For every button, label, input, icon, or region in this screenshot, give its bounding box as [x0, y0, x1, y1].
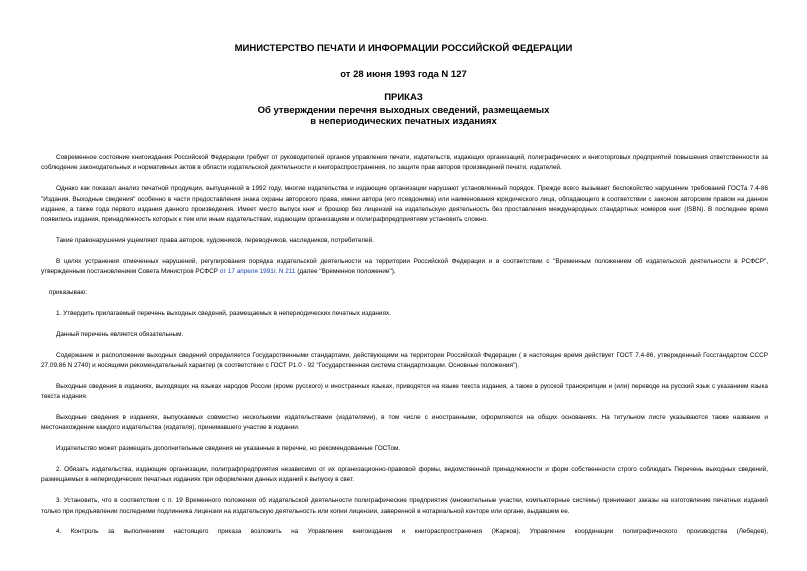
paragraph-item-4: 4. Контроль за выполнением настоящего приказа возложить на Управление книгоиздания и книгораспространения (Жарков), Управление координации полиграфического производства (Лебедев),	[56, 528, 768, 536]
document-body	[41, 153, 768, 538]
paragraph-languages: Выходные сведения в изданиях, выходящих на языках народов России (кроме русского) и иностранных языках, приводятся на языке текста издания, а также в русской транскрипции и (или) переводе на русский язык с указанием языка текста издания.	[41, 382, 768, 401]
paragraph-violations: Однако как показал анализ печатной продукции, выпущенной в 1992 году, многие издательства и издающие организации нарушают установленный порядок. Прежде всего вызывает беспокойство нарушение требований ГОСТа 7.4-86 "Издания. Выходные сведения" особенно в части предоставления знака охраны авторского права, имени автора (его псевдонима) или наименования юридического лица, обладающего в соответствии с законом авторским правом на данное издание, а также года первого издания данного произведения. Имеет место выпуск книг и брошюр без лицензий на издательскую деятельность без проставления международных стандартных номеров книг (ISBN). В последнее время появились издания, принадлежность которых к тем или иным издательствам, издающим организациям и полиграфпредприятиям установить сложно.	[41, 185, 768, 224]
order-date-number: от 28 июня 1993 года N 127	[340, 69, 467, 80]
paragraph-purpose	[41, 257, 768, 278]
document-type: ПРИКАЗ	[384, 92, 423, 103]
paragraph-item-3: 3. Установить, что в соответствии с п. 19 Временного положения об издательской деятельности полиграфические предприятия (множительные участки, компьютерные системы) принимают заказы на изготовление печатных изданий только при предъявлении последними подлинника лицензии на издательскую деятельность или копии лицензии, заверенной в нотариальной конторе или органе, выдавшем ее.	[41, 497, 768, 515]
paragraph-item-2: 2. Обязать издательства, издающие организации, полиграфпредприятия независимо от их организационно-правовой формы, ведомственной принадлежности и форм собственности строго соблюдать Перечень выходных сведений, размещаемых в непериодических печатных изданиях при оформлении данных изданий к выпуску в свет.	[41, 466, 768, 484]
paragraph-rights: Такие правонарушения ущемляют права авторов, художников, переводчиков, наследников, потребителей.	[56, 237, 374, 245]
document-title-line1: Об утверждении перечня выходных сведений, размещаемых	[257, 105, 550, 116]
paragraph-joint-editions: Выходные сведения в изданиях, выпускаемых совместно несколькими издательствами (издателями), в том числе с иностранными, оформляются на общих основаниях. На титульном листе указываются также название и местонахождение каждого издательства (издателя), принимавшего участие в издании.	[41, 414, 768, 432]
purpose-text-end: (далее "Временное положение"),	[295, 268, 396, 276]
paragraph-mandatory: Данный перечень является обязательным.	[56, 330, 184, 338]
purpose-text-start: В целях устранения отмеченных нарушений, регулирования порядка издательской деятельности на территории Российской Федерации и в соответствии с "Временным положением об издательской деятельности в РСФСР", утвержденным постановлением Совета Министров РСФСР	[41, 258, 768, 276]
paragraph-intro: Современное состояние книгоиздания Российской Федерации требует от руководителей органов управления печати, издательств, издающих организаций, полиграфических и книготорговых предприятий повышения ответственности за соблюдение законодательных и нормативных актов в области издательской деятельности и книгораспространения, по защите прав авторов произведений печати, издателей.	[41, 154, 768, 172]
paragraph-standards: Содержание и расположение выходных сведений определяется Государственными стандартами, действующими на территории Российской Федерации ( в настоящее время действует ГОСТ 7.4-86, утвержденный Госстандартом СССР 27.09.86 N 2740) и носящими рекомендательный характер (в соответствии с ГОСТ Р1.0 - 92 "Государственная система стандартизации. Основные положения").	[41, 351, 768, 370]
paragraph-additional: Издательство может размещать дополнительные сведения не указанные в перечне, но рекомендованные ГОСТом.	[56, 445, 401, 453]
paragraph-order: приказываю:	[49, 289, 87, 297]
paragraph-item-1: 1. Утвердить прилагаемый перечень выходных сведений, размещаемых в непериодических печатных изданиях.	[56, 310, 391, 318]
document-title-line2: в непериодических печатных изданиях	[310, 116, 497, 127]
resolution-link[interactable]: от 17 апреля 1991г. N 211	[219, 268, 296, 276]
ministry-heading: МИНИСТЕРСТВО ПЕЧАТИ И ИНФОРМАЦИИ РОССИЙСКОЙ ФЕДЕРАЦИИ	[234, 43, 573, 54]
